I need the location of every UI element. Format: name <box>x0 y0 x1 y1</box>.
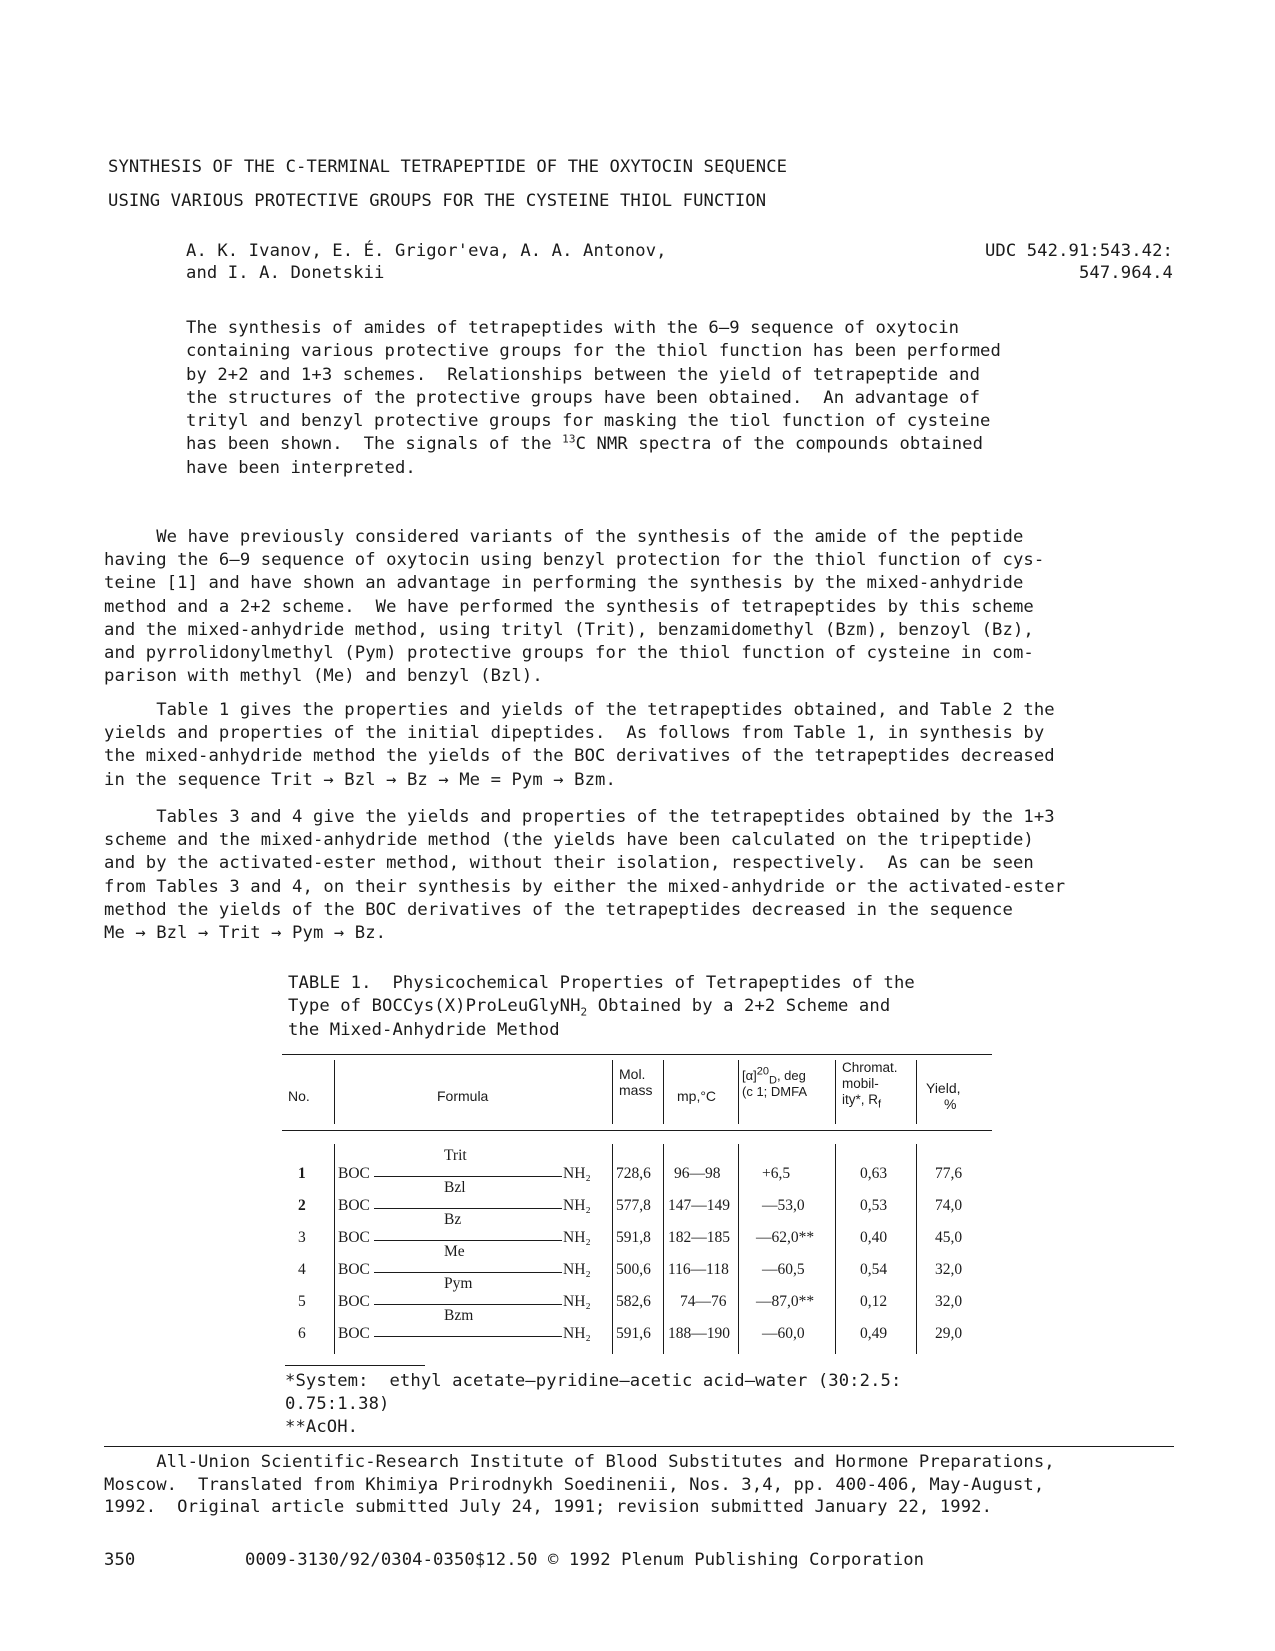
yield-value: 45,0 <box>935 1229 963 1246</box>
abstract-text: C NMR spectra of the compounds obtained <box>575 434 984 455</box>
header-superscript: 20 <box>756 1065 769 1078</box>
abstract-line: by 2+2 and 1+3 schemes. Relationships between the yield of tetrapeptide and <box>186 364 981 385</box>
authors-line-2: and I. A. Donetskii <box>186 263 385 283</box>
protecting-group: Me <box>444 1243 465 1260</box>
abstract-line: the structures of the protective groups have been obtained. An advantage of <box>186 387 981 408</box>
header-text: Chromat. <box>842 1060 898 1075</box>
header-text: Yield, <box>926 1080 961 1096</box>
formula-right: NH₂ <box>563 1197 591 1214</box>
rf-value: 0,63 <box>860 1165 888 1182</box>
header-no: No. <box>288 1088 310 1104</box>
rotation-value: —53,0 <box>762 1197 805 1214</box>
affiliation-note: All-Union Scientific-Research Institute of Blood Substitutes and Hormone Preparations, Moscow. Translated from Khimiya Prirodnykh Soedinenii, Nos. 3,4, pp. 400-406, May-August, 1992. Original article submitted July 24, 1991; revision submitted January 22, 1992. <box>104 1452 1055 1517</box>
formula-bond-line <box>374 1176 562 1177</box>
mp-value: 147—149 <box>668 1197 730 1214</box>
body-paragraph-2: Table 1 gives the properties and yields of the tetrapeptides obtained, and Table 2 the yields and properties of the initial dipeptides. As follows from Table 1, in synthesis by the mixed-anhydride method the yields of the BOC derivatives of the tetrapeptides decreased in the sequence Trit → Bzl → Bz → Me = Pym → Bzm. <box>104 700 1055 790</box>
body-paragraph-3: Tables 3 and 4 give the yields and properties of the tetrapeptides obtained by the 1+3 scheme and the mixed-anhydride method (the yields have been calculated on the tripeptide) and by the activated-ester method, without their isolation, respectively. As can be seen from Tables 3 and 4, on their synthesis by either the mixed-anhydride or the activated-ester method the yields of the BOC derivatives of the tetrapeptides decreased in the sequence Me → Bzl → Trit → Pym → Bz. <box>104 807 1066 944</box>
table-caption <box>288 972 915 1042</box>
formula-right: NH₂ <box>563 1293 591 1310</box>
footnote-2: **AcOH. <box>285 1417 359 1437</box>
udc-line-1: UDC 542.91:543.42: <box>984 241 1173 261</box>
yield-value: 74,0 <box>935 1197 963 1214</box>
abstract-line: have been interpreted. <box>186 457 416 478</box>
rotation-value: —60,0 <box>762 1325 805 1342</box>
caption-line <box>288 995 915 1018</box>
header-text: ity*, R <box>842 1092 879 1107</box>
formula-bond-line <box>374 1304 562 1305</box>
article-title <box>108 150 787 218</box>
mol-mass-value: 582,6 <box>616 1293 651 1310</box>
mol-mass-value: 591,8 <box>616 1229 651 1246</box>
formula-left: BOC <box>338 1325 370 1342</box>
abstract-line: trityl and benzyl protective groups for masking the tiol function of cysteine <box>186 411 991 432</box>
col-divider <box>334 1144 335 1354</box>
col-divider <box>738 1144 739 1354</box>
footnote-rule <box>285 1365 425 1366</box>
protecting-group: Trit <box>444 1147 467 1164</box>
yield-value: 77,6 <box>935 1165 963 1182</box>
rotation-value: —62,0** <box>756 1229 815 1246</box>
header-text <box>742 1065 807 1087</box>
mol-mass-value: 500,6 <box>616 1261 651 1278</box>
yield-value: 29,0 <box>935 1325 963 1342</box>
col-divider <box>916 1060 917 1124</box>
formula-left: BOC <box>338 1293 370 1310</box>
table-1 <box>282 1054 992 1354</box>
mol-mass-value: 728,6 <box>616 1165 651 1182</box>
row-no: 2 <box>298 1197 306 1214</box>
header-chromat <box>842 1060 898 1111</box>
header-text: mass <box>619 1082 653 1098</box>
rf-value: 0,12 <box>860 1293 888 1310</box>
title-line-1: SYNTHESIS OF THE C-TERMINAL TETRAPEPTIDE OF THE OXYTOCIN SEQUENCE <box>108 157 788 177</box>
col-divider <box>835 1060 836 1124</box>
rf-value: 0,49 <box>860 1325 888 1342</box>
protecting-group: Bz <box>444 1211 462 1228</box>
row-no: 4 <box>298 1261 306 1278</box>
formula-right: NH₂ <box>563 1165 591 1182</box>
caption-line: the Mixed-Anhydride Method <box>288 1019 560 1040</box>
header-subscript: D <box>769 1074 777 1087</box>
col-divider <box>334 1060 335 1124</box>
col-divider <box>738 1060 739 1124</box>
mp-value: 182—185 <box>668 1229 730 1246</box>
header-rotation <box>742 1065 808 1100</box>
col-divider <box>663 1060 664 1124</box>
udc-classification <box>985 240 1173 284</box>
isotope-superscript: 13 <box>562 432 576 446</box>
mp-value: 96—98 <box>674 1165 721 1182</box>
rotation-value: —87,0** <box>756 1293 815 1310</box>
abstract-line <box>186 433 1086 456</box>
footnote-1: *System: ethyl acetate—pyridine—acetic acid—water (30:2.5: 0.75:1.38) <box>285 1371 902 1414</box>
formula-right: NH₂ <box>563 1325 591 1342</box>
row-no: 5 <box>298 1293 306 1310</box>
table-footnotes <box>285 1370 901 1439</box>
formula-bond-line <box>374 1240 562 1241</box>
formula-right: NH₂ <box>563 1261 591 1278</box>
header-text: % <box>944 1096 957 1112</box>
mol-mass-value: 577,8 <box>616 1197 651 1214</box>
mp-value: 188—190 <box>668 1325 730 1342</box>
col-divider <box>663 1144 664 1354</box>
body-paragraph-1: We have previously considered variants of the synthesis of the amide of the peptide having the 6—9 sequence of oxytocin using benzyl protection for the thiol function of cys- teine [1] and have shown an advantage in performing the synthesis by the mixed-anhydride method and a 2+2 scheme. We have performed the synthesis of tetrapeptides by this scheme and the mixed-anhydride method, using trityl (Trit), benzamidomethyl (Bzm), benzoyl (Bz), and pyrrolidonylmethyl (Pym) protective groups for the thiol function of cysteine in com- parison with methyl (Me) and benzyl (Bzl). <box>104 527 1045 687</box>
col-divider <box>612 1144 613 1354</box>
abstract-line: containing various protective groups for the thiol function has been performed <box>186 341 1001 362</box>
rf-value: 0,53 <box>860 1197 888 1214</box>
header-mp: mp,°C <box>677 1088 717 1104</box>
copyright-line: 0009-3130/92/0304-0350$12.50 © 1992 Plenum Publishing Corporation <box>245 1550 925 1570</box>
caption-text: Type of BOCCys(X)ProLeuGlyNH <box>288 996 581 1017</box>
caption-text: Obtained by a 2+2 Scheme and <box>587 996 891 1017</box>
header-formula: Formula <box>437 1088 489 1104</box>
header-text <box>842 1092 898 1111</box>
protecting-group: Bzm <box>444 1307 474 1324</box>
table-top-rule <box>282 1054 992 1055</box>
yield-value: 32,0 <box>935 1261 963 1278</box>
formula-left: BOC <box>338 1229 370 1246</box>
header-text: (c 1; DMFA <box>742 1084 808 1099</box>
abstract-line: The synthesis of amides of tetrapeptides with the 6—9 sequence of oxytocin <box>186 318 960 338</box>
header-text: [α] <box>742 1068 757 1083</box>
abstract <box>186 317 1086 480</box>
caption-subscript: 2 <box>580 1005 588 1019</box>
header-text: Mol. <box>619 1066 646 1082</box>
col-divider <box>835 1144 836 1354</box>
formula-right: NH₂ <box>563 1229 591 1246</box>
mp-value: 116—118 <box>668 1261 729 1278</box>
mp-value: 74—76 <box>680 1293 727 1310</box>
author-list <box>186 240 667 284</box>
header-subscript: f <box>878 1098 882 1111</box>
header-mol-mass <box>619 1066 652 1098</box>
col-divider <box>916 1144 917 1354</box>
row-no: 6 <box>298 1325 306 1342</box>
table-header-rule <box>282 1130 992 1131</box>
formula-left: BOC <box>338 1197 370 1214</box>
mol-mass-value: 591,6 <box>616 1325 651 1342</box>
formula-left: BOC <box>338 1261 370 1278</box>
rf-value: 0,54 <box>860 1261 888 1278</box>
formula-left: BOC <box>338 1165 370 1182</box>
authors-line-1: A. K. Ivanov, E. É. Grigor'eva, A. A. Antonov, <box>186 241 667 261</box>
col-divider <box>612 1060 613 1124</box>
caption-line: TABLE 1. Physicochemical Properties of Tetrapeptides of the <box>288 973 915 993</box>
title-line-2: USING VARIOUS PROTECTIVE GROUPS FOR THE CYSTEINE THIOL FUNCTION <box>108 191 767 211</box>
row-no: 1 <box>298 1165 306 1182</box>
row-no: 3 <box>298 1229 306 1246</box>
formula-bond-line <box>374 1208 562 1209</box>
page-number: 350 <box>104 1550 136 1570</box>
yield-value: 32,0 <box>935 1293 963 1310</box>
header-text: , deg <box>776 1068 806 1083</box>
udc-line-2: 547.964.4 <box>1078 263 1173 283</box>
rotation-value: +6,5 <box>762 1165 791 1182</box>
affiliation-rule <box>104 1446 1174 1447</box>
header-yield <box>926 1080 961 1112</box>
rotation-value: —60,5 <box>762 1261 805 1278</box>
abstract-text: has been shown. The signals of the <box>186 434 563 455</box>
protecting-group: Bzl <box>444 1179 466 1196</box>
header-text: mobil- <box>842 1076 879 1091</box>
formula-bond-line <box>374 1336 562 1337</box>
protecting-group: Pym <box>444 1275 473 1292</box>
formula-bond-line <box>374 1272 562 1273</box>
rf-value: 0,40 <box>860 1229 888 1246</box>
